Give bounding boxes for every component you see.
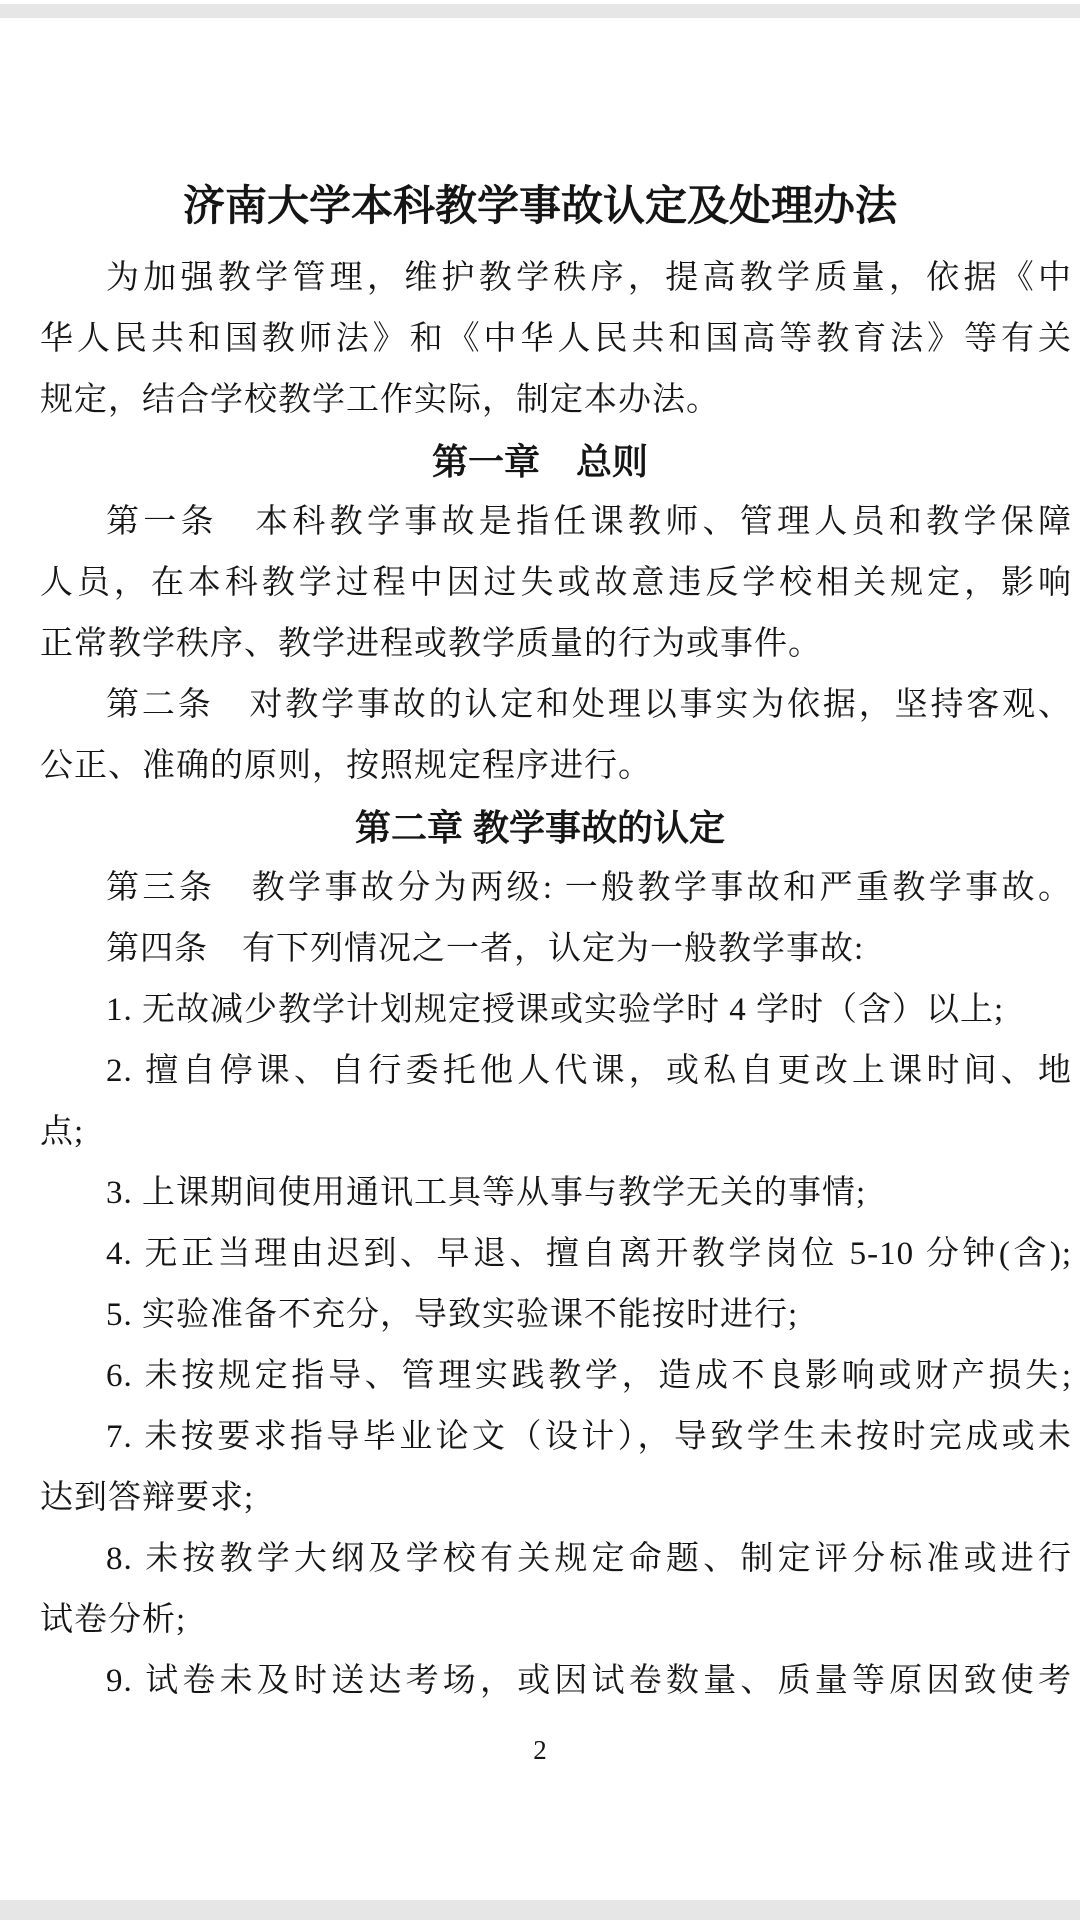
list-item-line: 6. 未按规定指导、管理实践教学，造成不良影响或财产损失; bbox=[106, 1358, 1072, 1394]
paragraph-line: 公正、准确的原则，按照规定程序进行。 bbox=[40, 748, 652, 784]
paragraph-line: 第四条 有下列情况之一者，认定为一般教学事故: bbox=[106, 931, 865, 967]
list-item-line: 1. 无故减少教学计划规定授课或实验学时 4 学时（含）以上; bbox=[106, 992, 1005, 1028]
list-item-line: 7. 未按要求指导毕业论文（设计），导致学生未按时完成或未 bbox=[106, 1419, 1072, 1455]
list-item-line: 达到答辩要求; bbox=[40, 1480, 255, 1516]
list-item-line: 点; bbox=[40, 1114, 85, 1150]
list-item-line: 8. 未按教学大纲及学校有关规定命题、制定评分标准或进行 bbox=[106, 1541, 1072, 1577]
list-item-line: 9. 试卷未及时送达考场，或因试卷数量、质量等原因致使考 bbox=[106, 1663, 1072, 1699]
list-item-line: 3. 上课期间使用通讯工具等从事与教学无关的事情; bbox=[106, 1175, 867, 1211]
list-item-line: 5. 实验准备不充分，导致实验课不能按时进行; bbox=[106, 1297, 799, 1333]
paragraph-line: 第三条 教学事故分为两级: 一般教学事故和严重教学事故。 bbox=[106, 870, 1072, 906]
list-item-line: 4. 无正当理由迟到、早退、擅自离开教学岗位 5-10 分钟(含); bbox=[106, 1236, 1072, 1272]
page-number: 2 bbox=[533, 1735, 547, 1765]
paragraph-line: 正常教学秩序、教学进程或教学质量的行为或事件。 bbox=[40, 626, 822, 662]
paragraph-line: 华人民共和国教师法》和《中华人民共和国高等教育法》等有关 bbox=[40, 321, 1072, 357]
document-title: 济南大学本科教学事故认定及处理办法 bbox=[182, 184, 897, 230]
paragraph-line: 第二条 对教学事故的认定和处理以事实为依据，坚持客观、 bbox=[106, 687, 1072, 723]
chapter-heading: 第一章 总则 bbox=[431, 441, 648, 482]
list-item-line: 试卷分析; bbox=[40, 1602, 187, 1638]
paragraph-line: 为加强教学管理，维护教学秩序，提高教学质量，依据《中 bbox=[106, 260, 1072, 296]
chapter-heading: 第二章 教学事故的认定 bbox=[354, 807, 725, 848]
paragraph-line: 规定，结合学校教学工作实际，制定本办法。 bbox=[40, 382, 720, 418]
list-item-line: 2. 擅自停课、自行委托他人代课，或私自更改上课时间、地 bbox=[106, 1053, 1072, 1089]
paragraph-line: 第一条 本科教学事故是指任课教师、管理人员和教学保障 bbox=[106, 504, 1072, 540]
page-gap-bottom bbox=[0, 1900, 1080, 1920]
paragraph-line: 人员，在本科教学过程中因过失或故意违反学校相关规定，影响 bbox=[40, 565, 1072, 601]
